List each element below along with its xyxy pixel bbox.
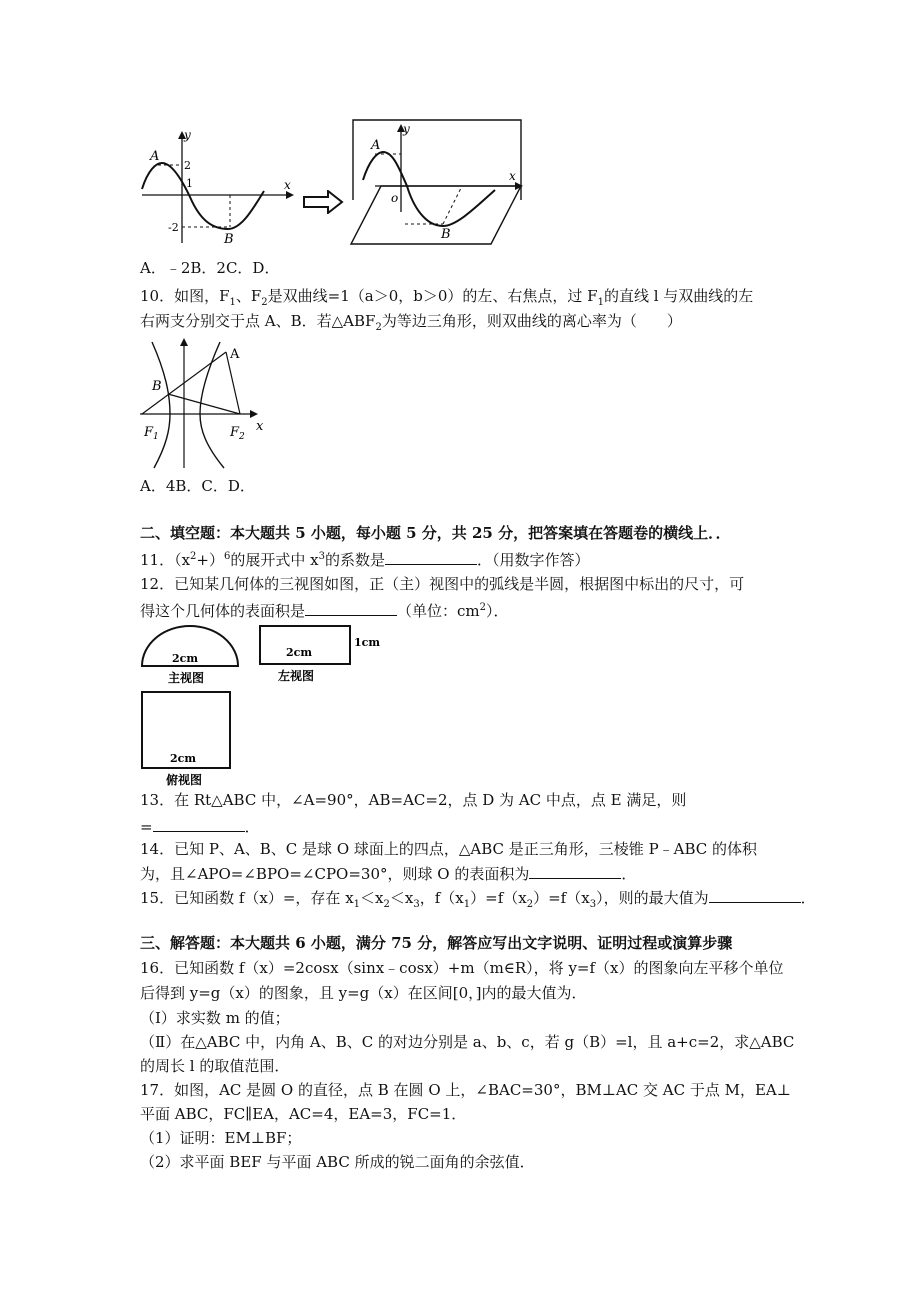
q13-line1: 13．在 Rt△ABC 中，∠A=90°，AB=AC=2，点 D 为 AC 中点，点 E 满足，则 bbox=[140, 791, 687, 809]
q9-fig1-tick-1: 1 bbox=[186, 177, 193, 190]
q9-fig1-label-y: y bbox=[184, 128, 191, 142]
q16-line3: （Ⅰ）求实数 m 的值； bbox=[140, 1009, 290, 1027]
q16-line5: 的周长 l 的取值范围． bbox=[140, 1057, 290, 1075]
q12-top-name: 俯视图 bbox=[166, 773, 203, 787]
q14-line1: 14．已知 P、A、B、C 是球 O 球面上的四点，△ABC 是正三角形，三棱锥 P﹣ABC 的体积 bbox=[140, 840, 758, 858]
q13-line2: = ． bbox=[140, 815, 260, 837]
q9-sine-graph-figure bbox=[138, 125, 298, 250]
q14-answer-blank[interactable] bbox=[529, 862, 621, 879]
q9-fig1-label-b: B bbox=[224, 232, 234, 247]
q12-side-name: 左视图 bbox=[278, 669, 315, 683]
q16-line4: （Ⅱ）在△ABC 中，内角 A、B、C 的对边分别是 a、b、c，若 g（B）=l，且 a+c=2，求△ABC bbox=[140, 1033, 795, 1051]
q10-line2: 右两支分别交于点 A、B．若$\triangle ABF_2$为等边三角形，则双曲线的离心率为（ ） bbox=[140, 312, 682, 333]
q12-side-height: 1cm bbox=[354, 636, 380, 649]
q12-front-name: 主视图 bbox=[168, 671, 205, 685]
q9-folded-graph-figure bbox=[345, 116, 525, 250]
section3-title: 三、解答题：本大题共 6 小题，满分 75 分，解答应写出文字说明、证明过程或演算步骤 bbox=[140, 934, 733, 952]
q9-fig2-label-a: A bbox=[371, 138, 381, 153]
q15-answer-blank[interactable] bbox=[709, 886, 801, 903]
q17-line3: （1）证明：EM⊥BF； bbox=[140, 1129, 302, 1147]
q17-line2: 平面 ABC，FC∥EA，AC=4，EA=3，FC=1． bbox=[140, 1105, 467, 1123]
q12-three-view-figure bbox=[138, 622, 388, 788]
q9-fig1-label-a: A bbox=[150, 149, 160, 164]
q10-fig-label-a: A bbox=[230, 347, 240, 362]
q12-answer-blank[interactable] bbox=[305, 599, 397, 616]
q16-line1: 16．已知函数 f（x）=2cosx（sinx﹣cosx）+m（m∈R），将 y=f（x）的图象向左平移个单位 bbox=[140, 959, 784, 977]
q12-top-dim: 2cm bbox=[170, 752, 196, 765]
section2-title: 二、填空题：本大题共 5 小题，每小题 5 分，共 25 分，把答案填在答题卷的横线上．． bbox=[140, 524, 731, 542]
q12-front-dim: 2cm bbox=[172, 652, 198, 665]
q9-fig2-label-x: x bbox=[509, 169, 516, 183]
q12-side-dim: 2cm bbox=[286, 646, 312, 659]
q12-line1: 12．已知某几何体的三视图如图，正（主）视图中的弧线是半圆，根据图中标出的尺寸，可 bbox=[140, 575, 745, 593]
q11-answer-blank[interactable] bbox=[385, 548, 477, 565]
q9-fig1-tick-neg2: -2 bbox=[168, 221, 179, 234]
q9-fig2-label-o: o bbox=[391, 191, 399, 205]
q9-options: A．﹣2B．2C．D． bbox=[140, 259, 280, 277]
q17-line1: 17．如图，AC 是圆 O 的直径，点 B 在圆 O 上，∠BAC=30°，BM⊥AC 交 AC 于点 M，EA⊥ bbox=[140, 1081, 791, 1099]
q16-line2: 后得到 y=g（x）的图象，且 y=g（x）在区间[0，]内的最大值为． bbox=[140, 984, 587, 1002]
q10-fig-label-f1: $F_1$ bbox=[144, 425, 159, 442]
q10-hyperbola-figure bbox=[138, 338, 266, 470]
q14-line2: 为，且∠APO=∠BPO=∠CPO=30°，则球 O 的表面积为 ． bbox=[140, 862, 636, 884]
q12-line2: 得这个几何体的表面积是 （单位：$cm^2$）． bbox=[140, 599, 509, 621]
q9-fig2-label-y: y bbox=[403, 122, 410, 136]
q17-line4: （2）求平面 BEF 与平面 ABC 所成的锐二面角的余弦值． bbox=[140, 1153, 535, 1171]
q9-fig1-label-x: x bbox=[284, 178, 291, 192]
q10-fig-label-b: B bbox=[152, 379, 162, 394]
q15-text: 15．已知函数 f（x）=，存在 $x_1<x_2<x_3$，$f(x_1)=f(x_2)=f(x_3)$，则的最大值为 ． bbox=[140, 886, 816, 908]
q11-text: 11．$(x^2+)^6$的展开式中 $x^3$的系数是 ．（用数字作答） bbox=[140, 548, 590, 570]
q10-line1: 10．如图，$F_1$、$F_2$是双曲线=1（a＞0，b＞0）的左、右焦点，过 $F_1$的直线 l 与双曲线的左 bbox=[140, 287, 754, 308]
q13-answer-blank[interactable] bbox=[153, 815, 245, 832]
q10-fig-label-f2: $F_2$ bbox=[230, 425, 245, 442]
q9-fig1-tick-2: 2 bbox=[184, 159, 191, 172]
q10-fig-label-x: x bbox=[256, 419, 264, 434]
q9-fig2-label-b: B bbox=[441, 227, 451, 242]
q9-arrow-icon bbox=[302, 190, 344, 214]
q10-options: A．4B．C．D． bbox=[140, 477, 255, 495]
